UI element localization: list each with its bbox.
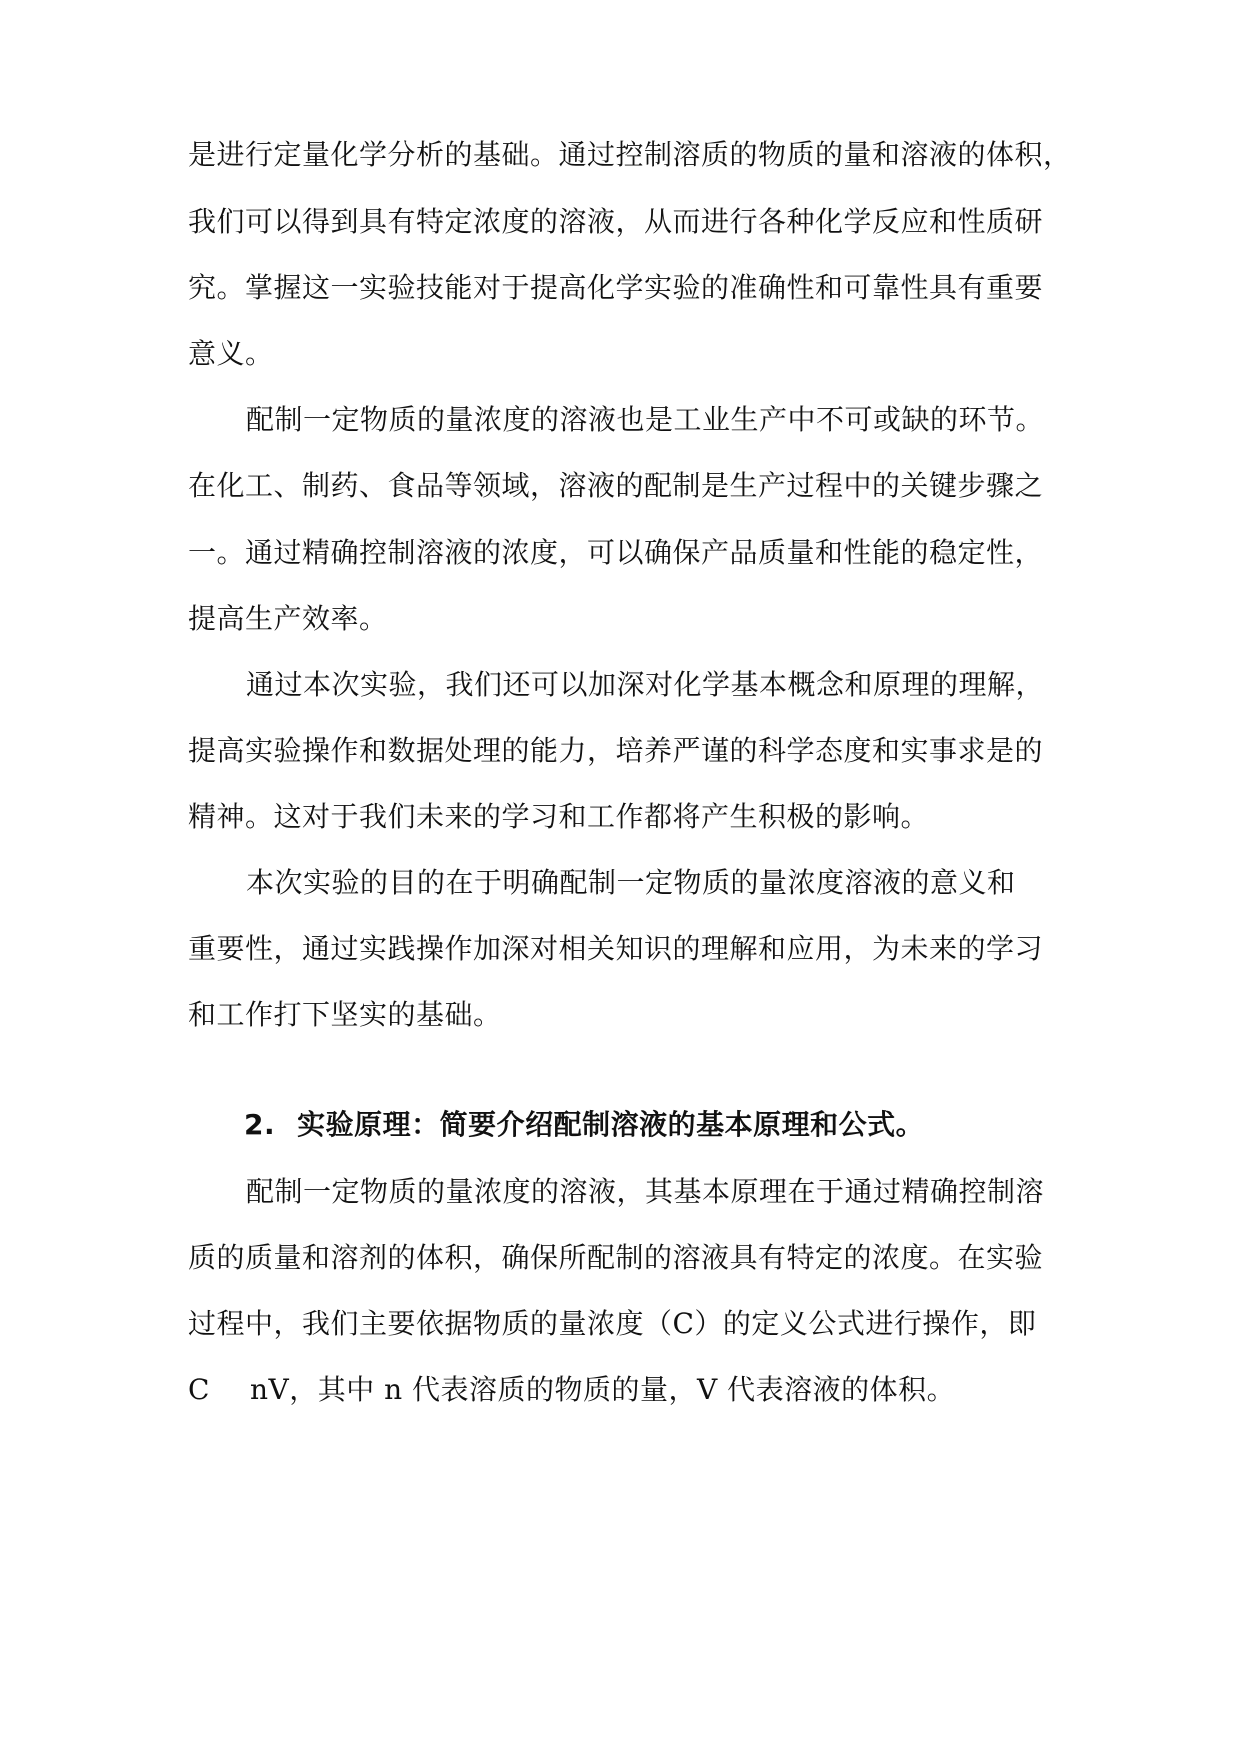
principle-line-1: 配制一定物质的量浓度的溶液，其基本原理在于通过精确控制溶 bbox=[246, 1175, 1045, 1208]
paragraph-4-line-1: 本次实验的目的在于明确配制一定物质的量浓度溶液的意义和 bbox=[246, 866, 1016, 899]
section-heading bbox=[244, 1105, 924, 1145]
paragraph-2-line-4: 提高生产效率。 bbox=[188, 602, 388, 635]
principle-line-2: 质的质量和溶剂的体积，确保所配制的溶液具有特定的浓度。在实验 bbox=[188, 1241, 1044, 1274]
principle-line-3: 过程中，我们主要依据物质的量浓度（C）的定义公式进行操作，即 bbox=[188, 1307, 1037, 1340]
paragraph-2-line-1: 配制一定物质的量浓度的溶液也是工业生产中不可或缺的环节。 bbox=[246, 403, 1045, 436]
section-title: 实验原理：简要介绍配制溶液的基本原理和公式。 bbox=[297, 1108, 925, 1141]
paragraph-1-line-3: 究。掌握这一实验技能对于提高化学实验的准确性和可靠性具有重要 bbox=[188, 271, 1044, 304]
paragraph-1-line-2: 我们可以得到具有特定浓度的溶液，从而进行各种化学反应和性质研 bbox=[188, 205, 1044, 238]
principle-formula-line bbox=[188, 1370, 955, 1410]
paragraph-1-line-4: 意义。 bbox=[188, 337, 274, 370]
paragraph-2-line-2: 在化工、制药、食品等领域，溶液的配制是生产过程中的关键步骤之 bbox=[188, 469, 1044, 502]
paragraph-4-line-2: 重要性，通过实践操作加深对相关知识的理解和应用，为未来的学习 bbox=[188, 932, 1044, 965]
paragraph-3-line-2: 提高实验操作和数据处理的能力，培养严谨的科学态度和实事求是的 bbox=[188, 734, 1044, 767]
paragraph-2-line-3: 一。通过精确控制溶液的浓度，可以确保产品质量和性能的稳定性， bbox=[188, 536, 1044, 569]
paragraph-3-line-1: 通过本次实验，我们还可以加深对化学基本概念和原理的理解， bbox=[246, 668, 1045, 701]
section-number: 2. bbox=[244, 1108, 276, 1141]
paragraph-4-line-3: 和工作打下坚实的基础。 bbox=[188, 998, 502, 1031]
paragraph-1-line-1: 是进行定量化学分析的基础。通过控制溶质的物质的量和溶液的体积， bbox=[188, 138, 1072, 171]
formula-concentration-symbol: C bbox=[188, 1373, 210, 1406]
formula-definition-text: nV，其中 n 代表溶质的物质的量，V 代表溶液的体积。 bbox=[249, 1373, 956, 1406]
paragraph-3-line-3: 精神。这对于我们未来的学习和工作都将产生积极的影响。 bbox=[188, 800, 930, 833]
